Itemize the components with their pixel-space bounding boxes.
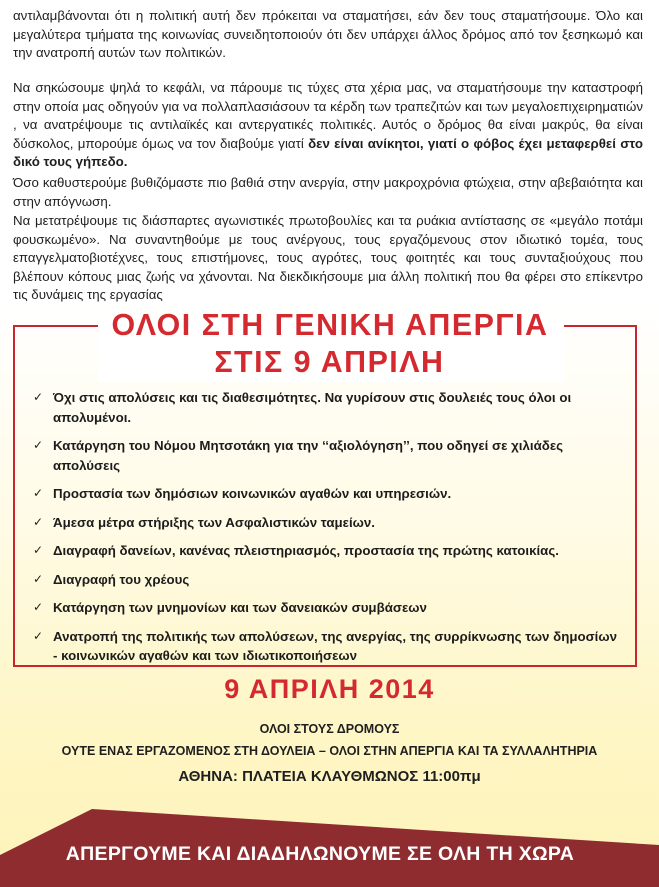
demand-item <box>30 570 625 590</box>
slogan-no-worker: ΟΥΤΕ ΕΝΑΣ ΕΡΓΑΖΟΜΕΝΟΣ ΣΤΗ ΔΟΥΛΕΙΑ – ΟΛΟΙ ΣΤΗΝ ΑΠΕΡΓΙΑ ΚΑΙ ΤΑ ΣΥΛΛΑΛΗΤΗΡΙΑ <box>61 744 598 758</box>
demand-item <box>30 541 625 561</box>
headline-line-1: ΟΛΟΙ ΣΤΗ ΓΕΝΙΚΗ ΑΠΕΡΓΙΑ <box>111 307 548 342</box>
check-icon: ✓ <box>33 628 44 643</box>
check-icon: ✓ <box>33 486 44 500</box>
demand-text: Προστασία των δημόσιων κοινωνικών αγαθών και υπηρεσιών. <box>53 486 452 501</box>
intro-paragraph-3: Όσο καθυστερούμε βυθιζόμαστε πιο βαθιά στην ανεργία, στην μακροχρόνια φτώχεια, στην αβεβαιότητα και στην απόγνωση. <box>13 175 643 209</box>
paragraph-2-text: Να σηκώσουμε ψηλά το κεφάλι, να πάρουμε τις τύχες στα χέρια μας, να σταματήσουμε την καταστροφή στην οποία μας οδηγούν για να πολλαπλασιάσουν τα κέρδη των τραπεζιτών και των μεγαλοεπιχειρηματιών , να ανατρέψουμε τις αντιλαϊκές και αντεργατικές πολιτικές. Αυτός ο δρόμος θα είναι μακρύς, θα είναι δύσκολος, μπορούμε όμως να τον διαβούμε γιατί <box>13 80 643 151</box>
headline-line-1-wrap <box>0 308 659 342</box>
check-icon: ✓ <box>33 438 44 452</box>
check-icon: ✓ <box>33 600 44 614</box>
demand-text: Κατάργηση του Νόμου Μητσοτάκη για την ‘‘αξιολόγηση’’, που οδηγεί σε χιλιάδες απολύσεις <box>53 438 564 473</box>
demand-text: Διαγραφή δανείων, κανένας πλειστηριασμός, προστασία της πρώτης κατοικίας. <box>53 543 559 558</box>
headline-line-2-wrap <box>0 345 659 379</box>
footer-banner-text: ΑΠΕΡΓΟΥΜΕ ΚΑΙ ΔΙΑΔΗΛΩΝΟΥΜΕ ΣΕ ΟΛΗ ΤΗ ΧΩΡΑ <box>65 843 575 865</box>
strike-date: 9 ΑΠΡΙΛΗ 2014 <box>224 674 435 704</box>
demand-text: Διαγραφή του χρέους <box>53 571 190 587</box>
demand-item <box>30 627 625 666</box>
footer-banner-shape <box>0 790 659 887</box>
intro-paragraph-4: Να μετατρέψουμε τις διάσπαρτες αγωνιστικές πρωτοβουλίες και τα ρυάκια αντίστασης σε «μεγάλο ποτάμι φουσκωμένο». Να συναντηθούμε με τους ανέργους, τους εργαζόμενους στον ιδιωτικό τομέα, τους επαγγελματοβιοτέχνες, τους επιστήμονες, τους αγρότες, τους φοιτητές και τους συνταξιούχους που βλέπουν κόπους μιας ζωής να χάνονται. Να διεκδικήσουμε μια άλλη πολιτική που θα φέρει στο επίκεντρο τις δυνάμεις της εργασίας <box>13 213 643 303</box>
demand-item <box>30 598 625 618</box>
demand-text: Κατάργηση των μνημονίων και των δανειακών συμβάσεων <box>53 600 427 615</box>
check-icon: ✓ <box>33 514 44 529</box>
demand-item <box>30 484 625 504</box>
rally-location: ΑΘΗΝΑ: ΠΛΑΤΕΙΑ ΚΛΑΥΘΜΩΝΟΣ 11:00πμ <box>178 768 481 785</box>
check-icon: ✓ <box>33 571 44 586</box>
demand-text: Ανατροπή της πολιτικής των απολύσεων, της ανεργίας, της συρρίκνωσης των δημοσίων - κοινωνικών αγαθών και των ιδιωτικοποιήσεων <box>53 628 618 663</box>
intro-paragraph-1: αντιλαμβάνονται ότι η πολιτική αυτή δεν πρόκειται να σταματήσει, εάν δεν τους σταματήσουμε. Όλο και μεγαλύτερα τμήματα της κοινωνίας συνειδητοποιούν ότι δεν υπάρχει άλλος δρόμος από τον ξεσηκωμό και την ανατροπή αυτών των πολιτικών. <box>13 8 643 61</box>
demand-text: Όχι στις απολύσεις και τις διαθεσιμότητες. Να γυρίσουν στις δουλειές τους όλοι οι απολυμένοι. <box>53 390 572 425</box>
demand-item <box>30 513 625 533</box>
demand-item <box>30 388 625 427</box>
demand-text: Άμεσα μέτρα στήριξης των Ασφαλιστικών ταμείων. <box>53 514 375 530</box>
slogan-all-to-streets: ΟΛΟΙ ΣΤΟΥΣ ΔΡΟΜΟΥΣ <box>259 722 400 736</box>
demand-item <box>30 436 625 475</box>
intro-paragraph-2 <box>13 79 643 172</box>
check-icon: ✓ <box>33 390 44 404</box>
paragraph-2-emphasis: δεν είναι ανίκητοι, γιατί ο φόβος έχει μεταφερθεί στο δικό τους γήπεδο. <box>13 135 643 170</box>
demands-list <box>30 388 625 675</box>
check-icon: ✓ <box>33 543 44 557</box>
headline-line-2: ΣΤΙΣ 9 ΑΠΡΙΛΗ <box>214 344 445 379</box>
